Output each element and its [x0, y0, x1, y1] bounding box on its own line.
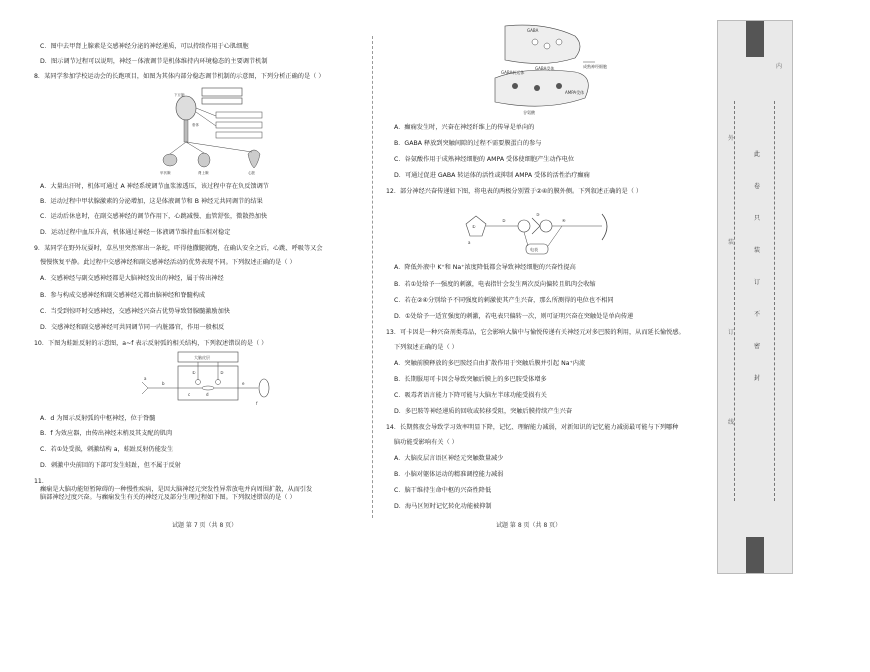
adrenal-icon: [198, 153, 210, 167]
fig12-label: ②: [502, 218, 506, 223]
fig11-label: GABA受体: [535, 66, 555, 71]
q12-option-c: C．若在②④分别给予不同强度的刺激使其产生兴奋，那么所测得的电位也不相同: [394, 297, 614, 304]
q13-stem-1: 13．可卡因是一种兴奋剂类毒品，它会影响大脑中与愉悦传递有关神经元对多巴胺的利用，从而延长愉悦感。: [386, 329, 685, 336]
fig10-label: ①: [192, 370, 196, 375]
fig8-label: 垂体: [192, 123, 199, 127]
q14-option-d: D．海马区短时记忆转化功能被抑制: [394, 503, 492, 510]
strip-char: 订: [753, 279, 760, 286]
q9-option-a: A．交感神经与副交感神经都是大脑神经发出的神经，属于传出神经: [40, 275, 224, 282]
q8-figure: [156, 86, 276, 176]
q12-figure: [462, 204, 622, 258]
strip-side-label: 内: [776, 63, 783, 70]
q10-option-a: A．d 为图示反射弧的中枢神经，位于脊髓: [40, 415, 156, 422]
strip-side-label: 外: [728, 135, 735, 142]
strip-bar-top: [746, 21, 764, 57]
fig10-label: c: [188, 392, 191, 397]
muscle-icon: [602, 214, 607, 240]
q11-stem-1: 癫痫是大脑功能短暂障碍的一种慢性疾病，是因大脑神经元突发性异常放电并向周围扩散，从而引发: [40, 486, 313, 493]
q14-option-c: C．脑干维持生命中枢的兴奋性降低: [394, 487, 492, 494]
strip-char: 装: [753, 247, 760, 254]
q7-option-d: D．图示调节过程可以说明，神经－体液调节是机体维持内环境稳态的主要调节机制: [40, 58, 268, 65]
q13-stem-2: 下列叙述正确的是（ ）: [394, 344, 458, 351]
q9-stem-2: 慢慢恢复平静。此过程中交感神经和副交感神经活动的优势表现不同。下列叙述正确的是（ ）: [40, 259, 296, 266]
fig11-label: 成熟神经细胞: [583, 64, 607, 69]
q8-box-4: [216, 122, 262, 128]
strip-char: 密: [753, 343, 760, 350]
heart-icon: [248, 150, 260, 168]
column-divider: [372, 36, 373, 518]
strip-side-label: 订: [728, 329, 735, 336]
fig10-label: d: [206, 392, 209, 397]
binding-strip: [717, 20, 793, 574]
q11-stem-2: 脑部神经过度兴奋。与癫痫发生有关的神经元及部分生理过程如下图。下列叙述错误的是（ ）: [40, 494, 296, 501]
strip-bar-bottom: [746, 537, 764, 573]
fig8-label: 下丘脑: [174, 93, 185, 97]
q12-stem: 12．部分神经兴奋传递如下图，将电表的两极分别置于②④的膜外侧。下列叙述正确的是（ ）: [386, 188, 643, 195]
q12-option-d: D．①处给予一适宜强度的刺激，若电表只偏转一次，则可证明兴奋在突触处是单向传递: [394, 313, 634, 320]
strip-char: 封: [753, 375, 760, 382]
fig12-label: ①: [472, 224, 476, 229]
brain-icon: [176, 96, 196, 120]
q14-option-a: A．大脑皮层言语区神经元突触数量减少: [394, 455, 504, 462]
q10-option-c: C．若①处受损，刺激结构 a，蛙趾反射仍能发生: [40, 446, 174, 453]
page-footer-left: 试题 第 7 页（共 8 页）: [172, 522, 238, 529]
neuron-2: [518, 220, 530, 232]
fig12-label: ④: [562, 218, 566, 223]
fig8-label: 肾上腺: [198, 171, 209, 175]
fig8-label: 甲状腺: [160, 171, 171, 175]
q8-box-3: [216, 112, 262, 118]
fig10-label: ②: [220, 370, 224, 375]
fig10-label: 大脑皮层: [194, 355, 210, 360]
neuron-1: [466, 216, 486, 236]
muscle-icon: [259, 379, 269, 397]
q10-figure: [138, 350, 278, 412]
strip-char: 此: [753, 151, 760, 158]
fig11-label: AMPA受体: [565, 90, 585, 95]
dashed-line-left: [734, 101, 735, 501]
fig10-label: b: [162, 381, 165, 386]
strip-side-label: 装: [728, 239, 735, 246]
q11-option-d: D．可通过促进 GABA 转运体的活性或抑制 AMPA 受体的活性治疗癫痫: [394, 172, 590, 179]
vesicle-icon: [556, 39, 562, 45]
q13-option-a: A．突触前膜释放的多巴胺经自由扩散作用于突触后膜并引起 Na⁺内流: [394, 360, 586, 367]
fig12-label: 电表: [530, 247, 538, 252]
vesicle-icon: [544, 43, 550, 49]
q8-option-b: B．运动过程中甲状腺激素的分泌增加，这是体液调节和 B 神经元共同调节的结果: [40, 198, 263, 205]
q11-figure: [475, 22, 625, 118]
q8-box-2: [202, 98, 242, 104]
postsynaptic-neuron: [495, 70, 588, 106]
q13-option-b: B．长期服用可卡因会导致突触后膜上的多巴胺受体增多: [394, 376, 547, 383]
strip-char: 卷: [753, 183, 760, 190]
page-footer-right: 试题 第 8 页（共 8 页）: [496, 522, 562, 529]
presynaptic-neuron: [505, 25, 580, 63]
q7-option-c: C．图中去甲肾上腺素是交感神经分泌的神经递质，可以持续作用于心肌细胞: [40, 43, 249, 50]
fig11-label: GABA转运体: [501, 70, 525, 75]
q11-option-a: A．癫痫发生时，兴奋在神经纤维上的传导是单向的: [394, 124, 535, 131]
receptor-icon: [142, 382, 148, 394]
q8-option-c: C．运动后休息时，在副交感神经的调节作用下，心跳减慢、血管舒张，微散热加快: [40, 213, 268, 220]
q10-option-d: D．刺激中央前回的下部可发生蛙趾，但不属于反射: [40, 462, 181, 469]
fig11-label: GABA: [527, 28, 539, 33]
q8-box-top: [202, 88, 242, 96]
q8-box-5: [216, 132, 262, 138]
fig10-label: a: [144, 376, 147, 381]
fig12-label: ③: [536, 212, 540, 217]
dashed-line-right: [774, 101, 775, 501]
receptor-icon: [556, 83, 562, 89]
q14-option-b: B．小脑对躯体运动的精准调控能力减弱: [394, 471, 504, 478]
q8-option-d: D．运动过程中血压升高，机体通过神经－体液调节维持血压相对稳定: [40, 229, 231, 236]
q9-option-b: B．参与构成交感神经和副交感神经元都由脑神经和脊髓构成: [40, 292, 206, 299]
spinal-cord-icon: [184, 120, 188, 142]
fig11-label: 谷氨酸: [523, 110, 535, 115]
thyroid-icon: [163, 154, 177, 166]
fig8-label: 心脏: [248, 171, 255, 175]
fig12-label: a: [468, 240, 471, 245]
q9-stem-1: 9．某同学在野外玩耍时，草丛里突然窜出一条蛇，吓得他撒腿就跑，在确认安全之后，心跳、呼吸等又会: [34, 245, 323, 252]
neuron-3: [540, 220, 552, 232]
q13-option-c: C．吸毒者语言能力下降可能与大脑左半球功能受损有关: [394, 392, 547, 399]
receptor-icon: [512, 83, 518, 89]
q12-option-a: A．降低外液中 K⁺和 Na⁺浓度降低都会导致神经细胞的兴奋性提高: [394, 264, 576, 271]
q11-number: 11．: [34, 478, 49, 485]
strip-char: 不: [753, 311, 760, 318]
q12-option-b: B．若①处给予一强度的刺激，电表指针会发生两次反向偏转且肌肉会收缩: [394, 281, 596, 288]
fig10-label: f: [256, 401, 258, 406]
fig10-label: e: [242, 381, 245, 386]
q11-option-b: B．GABA 释放到突触间隙的过程不需要膜蛋白的参与: [394, 140, 542, 147]
vesicle-icon: [532, 39, 538, 45]
q9-option-c: C．当受到惊吓时交感神经，交感神经兴奋占优势导致肾腺髓激励加快: [40, 308, 230, 315]
q10-stem: 10．下图为蛙趾反射的示意图，a~f 表示反射弧的相关结构，下列叙述错误的是（ ）: [34, 340, 268, 347]
q9-option-d: D．交感神经和副交感神经可共同调节同一内脏器官，作用一般相反: [40, 324, 225, 331]
q10-option-b: B．f 为效应器，由传出神经末梢及其支配的肌肉: [40, 430, 173, 437]
q13-option-d: D．多巴胺等神经递质的回收或转移受阻，突触后膜持续产生兴奋: [394, 408, 573, 415]
strip-char: 只: [753, 215, 760, 222]
q11-option-c: C．谷氨酸作用于成熟神经细胞的 AMPA 受体使细胞产生动作电位: [394, 156, 575, 163]
receptor-icon: [534, 85, 540, 91]
q8-option-a: A．大量出汗时，机体可通过 A 神经系统调节血浆渗透压，该过程中存在负反馈调节: [40, 183, 269, 190]
q14-stem-1: 14．长期熬夜会导致学习效率明显下降，记忆、理解能力减弱，对新知识的记忆能力减弱最可能与下列哪种: [386, 424, 679, 431]
q8-stem: 8．某同学参加学校运动会的长跑项目，如图为其体内部分稳态调节机制的示意图，下列分析正确的是（ ）: [34, 73, 325, 80]
q14-stem-2: 脑功能受影响有关（ ）: [394, 439, 458, 446]
strip-side-label: 线: [728, 419, 735, 426]
